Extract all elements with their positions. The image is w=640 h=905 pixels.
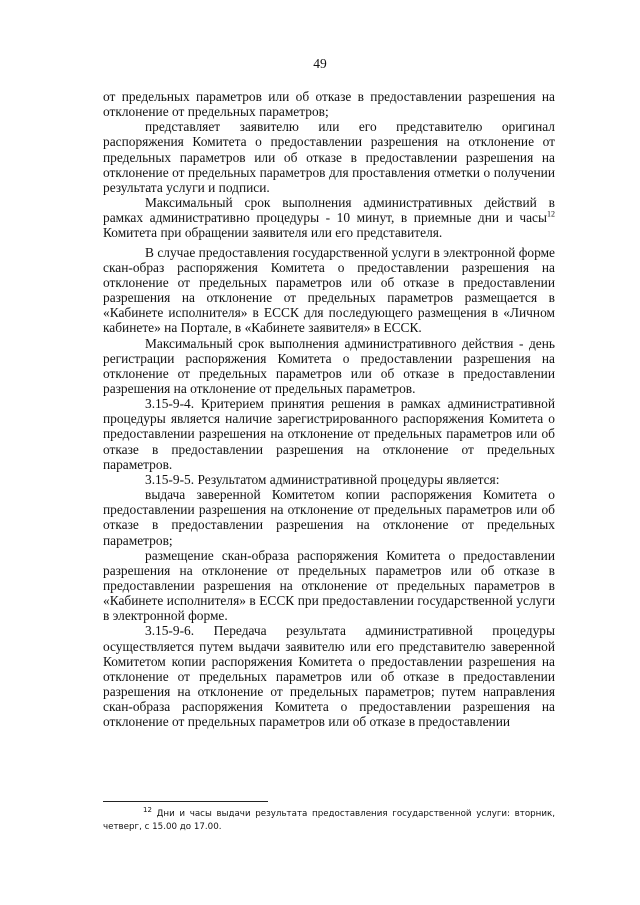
paragraph: 3.15-9-5. Результатом административной процедуры является:	[145, 471, 500, 487]
paragraph: выдача заверенной Комитетом копии распоряжения Комитета о предоставлении разрешения на отклонение от предельных параметров или об отказе в предоставлении разрешения на отклонение от предельных параметров;	[103, 487, 555, 548]
paragraph	[103, 195, 555, 240]
paragraph: размещение скан-образа распоряжения Комитета о предоставлении разрешения на отклонение от предельных параметров или об отказе в предоставлении разрешения на отклонение от предельных параметров в «Кабинете исполнителя» в ЕССК при предоставлении государственной услуги в электронной форме.	[103, 547, 555, 624]
paragraph-text: Максимальный срок выполнения административных действий в рамках административно процедуры - 10 минут, в приемные дни и часы	[103, 195, 555, 226]
page-number: 49	[313, 56, 327, 71]
document-body	[103, 89, 555, 730]
paragraph: В случае предоставления государственной услуги в электронной форме скан-образ распоряжения Комитета о предоставлении разрешения на отклонение от предельных параметров или об отказе в предоставлении разрешения на отклонение от предельных параметров размещается в «Кабинете исполнителя» в ЕССК для последующего размещения в «Личном кабинете» на Портале, в «Кабинете заявителя» в ЕССК.	[103, 244, 555, 336]
paragraph: 3.15-9-4. Критерием принятия решения в рамках административной процедуры является наличие зарегистрированного распоряжения Комитета о предоставлении разрешения на отклонение от предельных параметров или об отказе в предоставлении разрешения на отклонение от предельных параметров.	[103, 396, 555, 472]
footnote-reference: 12	[547, 209, 555, 219]
footnote-mark: 12	[143, 806, 152, 815]
footnote-text: Дни и часы выдачи результата предоставления государственной услуги: вторник, четверг, с 15.00 до 17.00.	[103, 809, 555, 832]
paragraph: представляет заявителю или его представителю оригинал распоряжения Комитета о предоставлении разрешения на отклонение от предельных параметров или об отказе в предоставлении разрешения на отклонение от предельных параметров для проставления отметки о получении результата услуги и подписи.	[103, 119, 555, 195]
paragraph-text: Комитета при обращении заявителя или его представителя.	[103, 225, 443, 241]
paragraph: 3.15-9-6. Передача результата административной процедуры осуществляется путем выдачи заявителю или его представителю заверенной Комитетом копии распоряжения Комитета о предоставлении разрешения на отклонение от предельных параметров или об отказе в предоставлении разрешения на отклонение от предельных параметров; путем направления скан-образа распоряжения Комитета о предоставлении разрешения на отклонение от предельных параметров или об отказе в предоставлении	[103, 623, 555, 730]
paragraph: Максимальный срок выполнения административного действия - день регистрации распоряжения Комитета о предоставлении разрешения на отклонение от предельных параметров или об отказе в предоставлении разрешения на отклонение от предельных параметров.	[103, 335, 555, 396]
footnote	[103, 808, 555, 833]
footnote-divider	[103, 801, 268, 802]
paragraph: от предельных параметров или об отказе в предоставлении разрешения на отклонение от предельных параметров;	[103, 89, 555, 120]
